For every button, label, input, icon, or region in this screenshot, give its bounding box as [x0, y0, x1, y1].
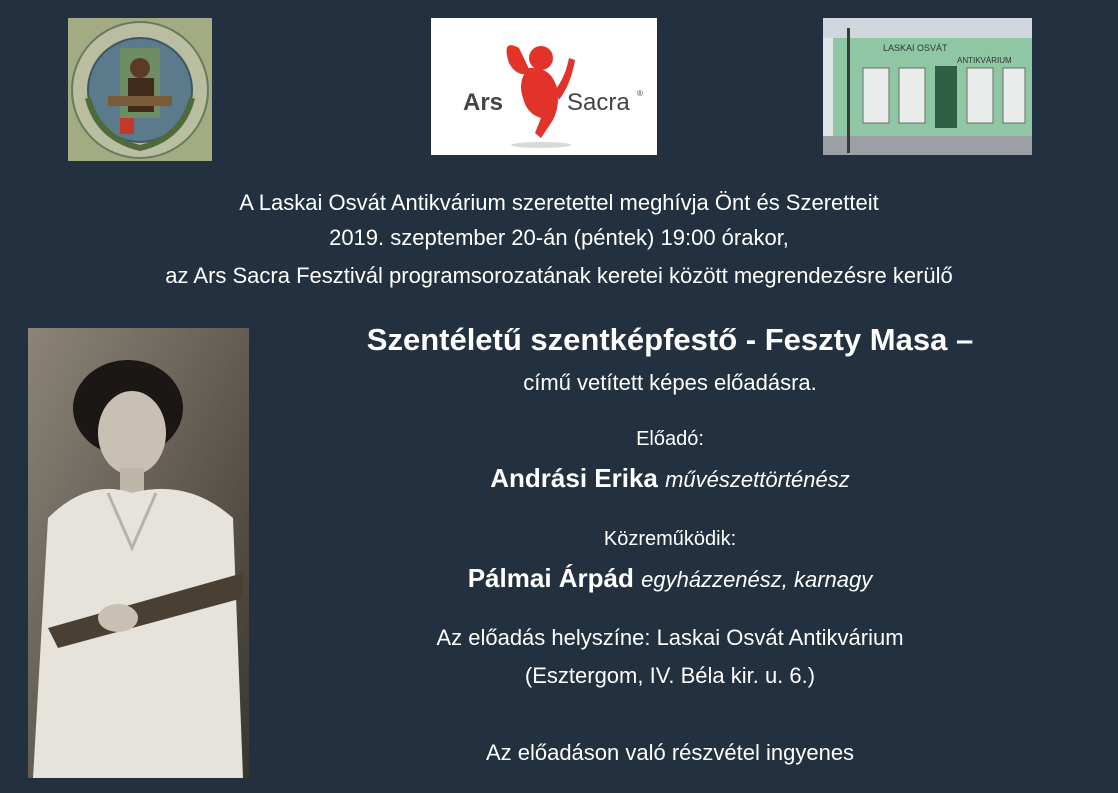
- registered-mark: ®: [637, 89, 643, 98]
- facade-sign-2: ANTIKVÁRIUM: [957, 56, 1012, 65]
- free-admission-note: Az előadáson való részvétel ingyenes: [485, 740, 855, 765]
- presenter-line: [250, 460, 1090, 498]
- contributor-name: Pálmai Árpád: [467, 563, 634, 593]
- event-subtitle: című vetített képes előadásra.: [523, 370, 817, 395]
- portrait-graphic: [28, 328, 249, 778]
- feszty-masa-portrait-photo: [28, 328, 249, 778]
- invitation-date-line: 2019. szeptember 20-án (péntek) 19:00 órakor,: [329, 225, 789, 250]
- contributor-role: egyházzenész, karnagy: [641, 567, 873, 592]
- venue-address: (Esztergom, IV. Béla kir. u. 6.): [524, 663, 816, 688]
- contributor-line: [250, 560, 1090, 598]
- seal-graphic: [68, 18, 212, 161]
- sacra-text: Sacra: [567, 89, 630, 116]
- presenter-role: művészettörténész: [665, 467, 850, 492]
- invitation-line-3: az Ars Sacra Fesztivál programsorozatának keretei között megrendezésre kerülő: [165, 263, 953, 288]
- facade-graphic: [823, 18, 1032, 155]
- antikvarium-facade-photo: [823, 18, 1032, 155]
- presenter-name: Andrási Erika: [490, 463, 658, 493]
- event-title: Szentéletű szentképfestő - Feszty Masa –: [366, 322, 974, 357]
- ars-sacra-graphic: [431, 18, 657, 155]
- contributor-label: Közreműködik:: [603, 528, 737, 550]
- presenter-label: Előadó:: [636, 428, 704, 450]
- invitation-line-1: A Laskai Osvát Antikvárium szeretettel meghívja Önt és Szeretteit: [239, 190, 879, 215]
- facade-sign-1: LASKAI OSVÁT: [883, 43, 948, 53]
- antikvarium-seal-logo: [68, 18, 212, 161]
- venue-line: Az előadás helyszíne: Laskai Osvát Antikvárium: [436, 625, 904, 650]
- ars-text: Ars: [463, 89, 504, 116]
- ars-sacra-logo: [431, 18, 657, 155]
